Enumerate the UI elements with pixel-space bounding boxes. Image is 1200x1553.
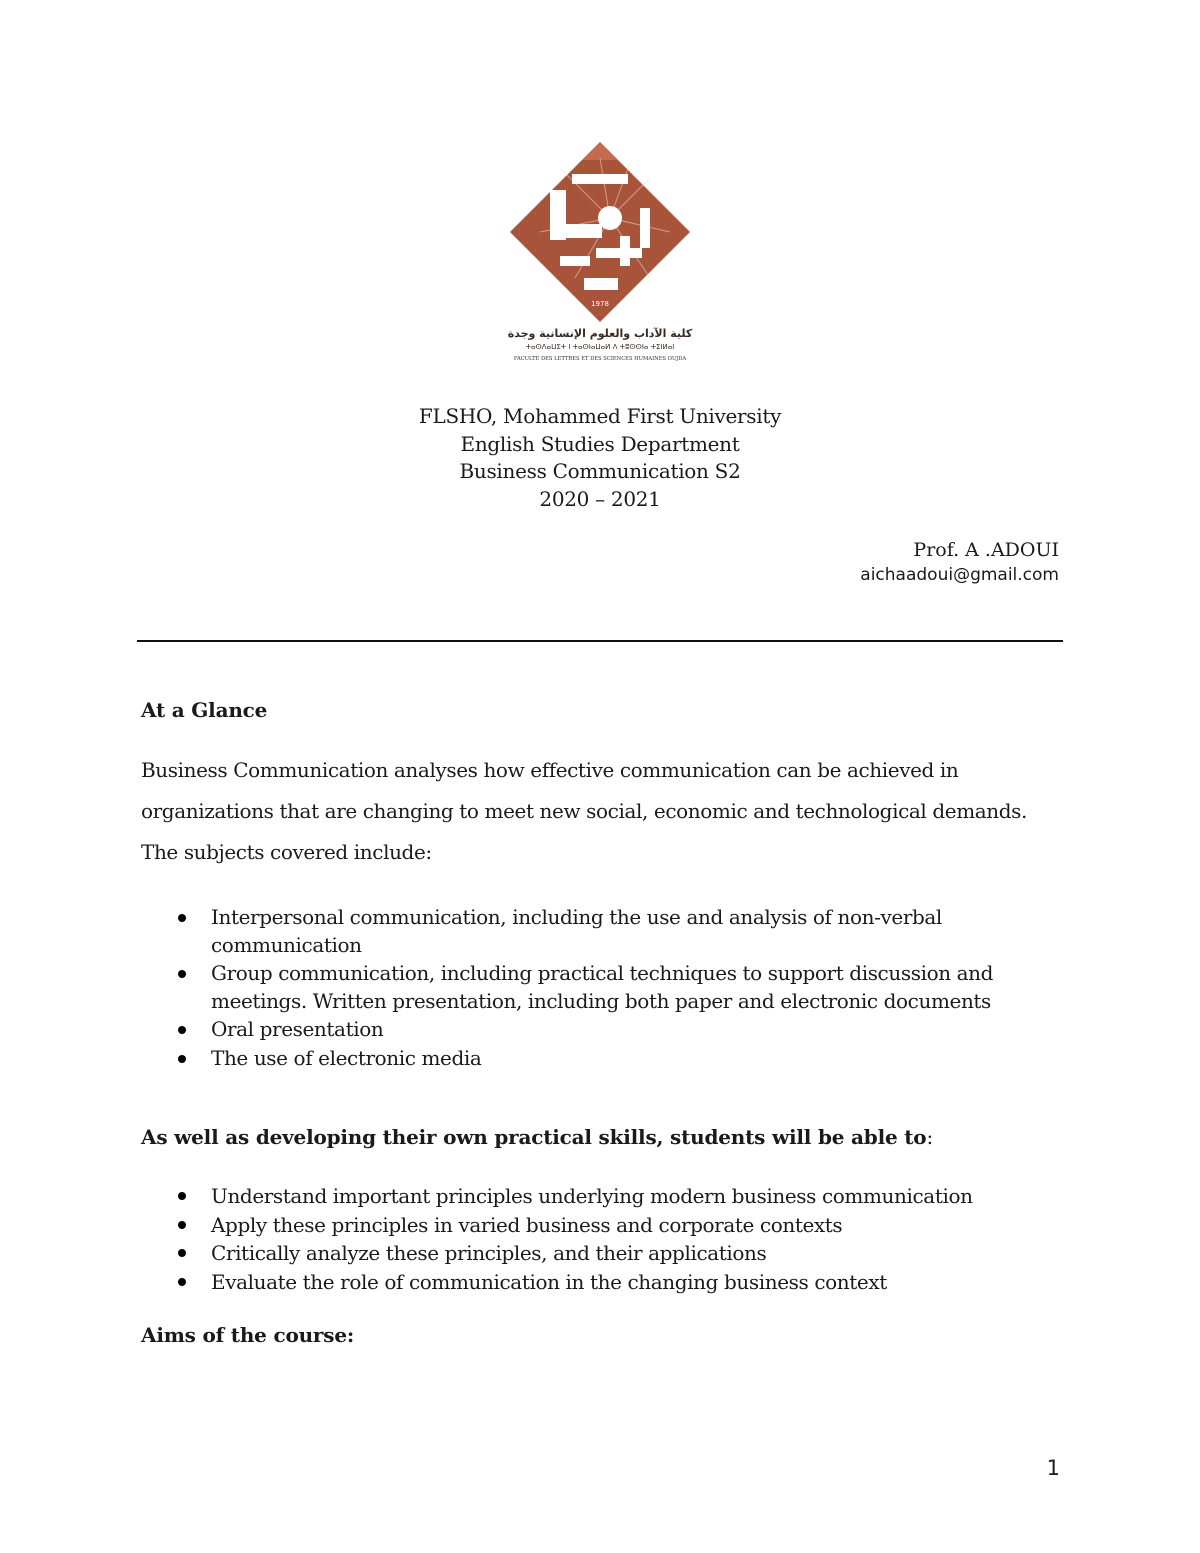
department-name: English Studies Department [460, 431, 740, 456]
list-item: Understand important principles underlying modern business communication [211, 1182, 1011, 1211]
logo-tifinagh-text: ⵜⴰⵙⴷⴰⵡⵉⵜ ⵏ ⵜⴰⵙⵏⴰⵡⴰⵍ ⴷ ⵜⵓⵙⵙⵏⴰ ⵜⵉⵏⵍⴰⵏ [525, 343, 675, 351]
list-item: Critically analyze these principles, and their applications [211, 1239, 1011, 1268]
document-header [300, 403, 900, 513]
academic-year: 2020 – 2021 [539, 486, 661, 511]
list-item: Apply these principles in varied business and corporate contexts [211, 1211, 1011, 1240]
logo-french-text: FACULTÉ DES LETTRES ET DES SCIENCES HUMAINES OUJDA [513, 356, 687, 362]
institution-name: FLSHO, Mohammed First University [418, 404, 782, 428]
skills-heading-colon: : [926, 1125, 933, 1149]
list-item: The use of electronic media [211, 1045, 1011, 1073]
skills-heading-bold: As well as developing their own practical skills, students will be able to [141, 1125, 927, 1149]
skills-heading [141, 1125, 933, 1149]
author-email[interactable]: aichaadoui@gmail.com [860, 565, 1059, 585]
page-number: 1 [1046, 1456, 1060, 1480]
horizontal-divider [137, 640, 1063, 642]
logo-arabic-text: كلية الآداب والعلوم الإنسانية وجدة [507, 327, 693, 340]
aims-heading: Aims of the course: [141, 1323, 355, 1347]
list-item: Oral presentation [211, 1016, 1011, 1044]
university-logo [500, 138, 700, 366]
list-item: Evaluate the role of communication in the changing business context [211, 1268, 1011, 1297]
glance-heading: At a Glance [141, 698, 268, 722]
list-item: Interpersonal communication, including the use and analysis of non-verbal communication [211, 904, 1011, 959]
glance-paragraph: Business Communication analyses how effective communication can be achieved in organizations that are changing to meet new social, economic and technological demands. The subjects covered include: [141, 758, 1027, 864]
skills-list [211, 1182, 1011, 1297]
topics-list [211, 904, 1011, 1073]
author-name: Prof. A .ADOUI [913, 539, 1059, 561]
list-item: Group communication, including practical techniques to support discussion and meetings. Written presentation, including both paper and electronic documents [211, 960, 1011, 1015]
author-block [860, 538, 1059, 588]
course-title: Business Communication S2 [459, 459, 741, 483]
svg-text:1978: 1978 [591, 300, 609, 308]
